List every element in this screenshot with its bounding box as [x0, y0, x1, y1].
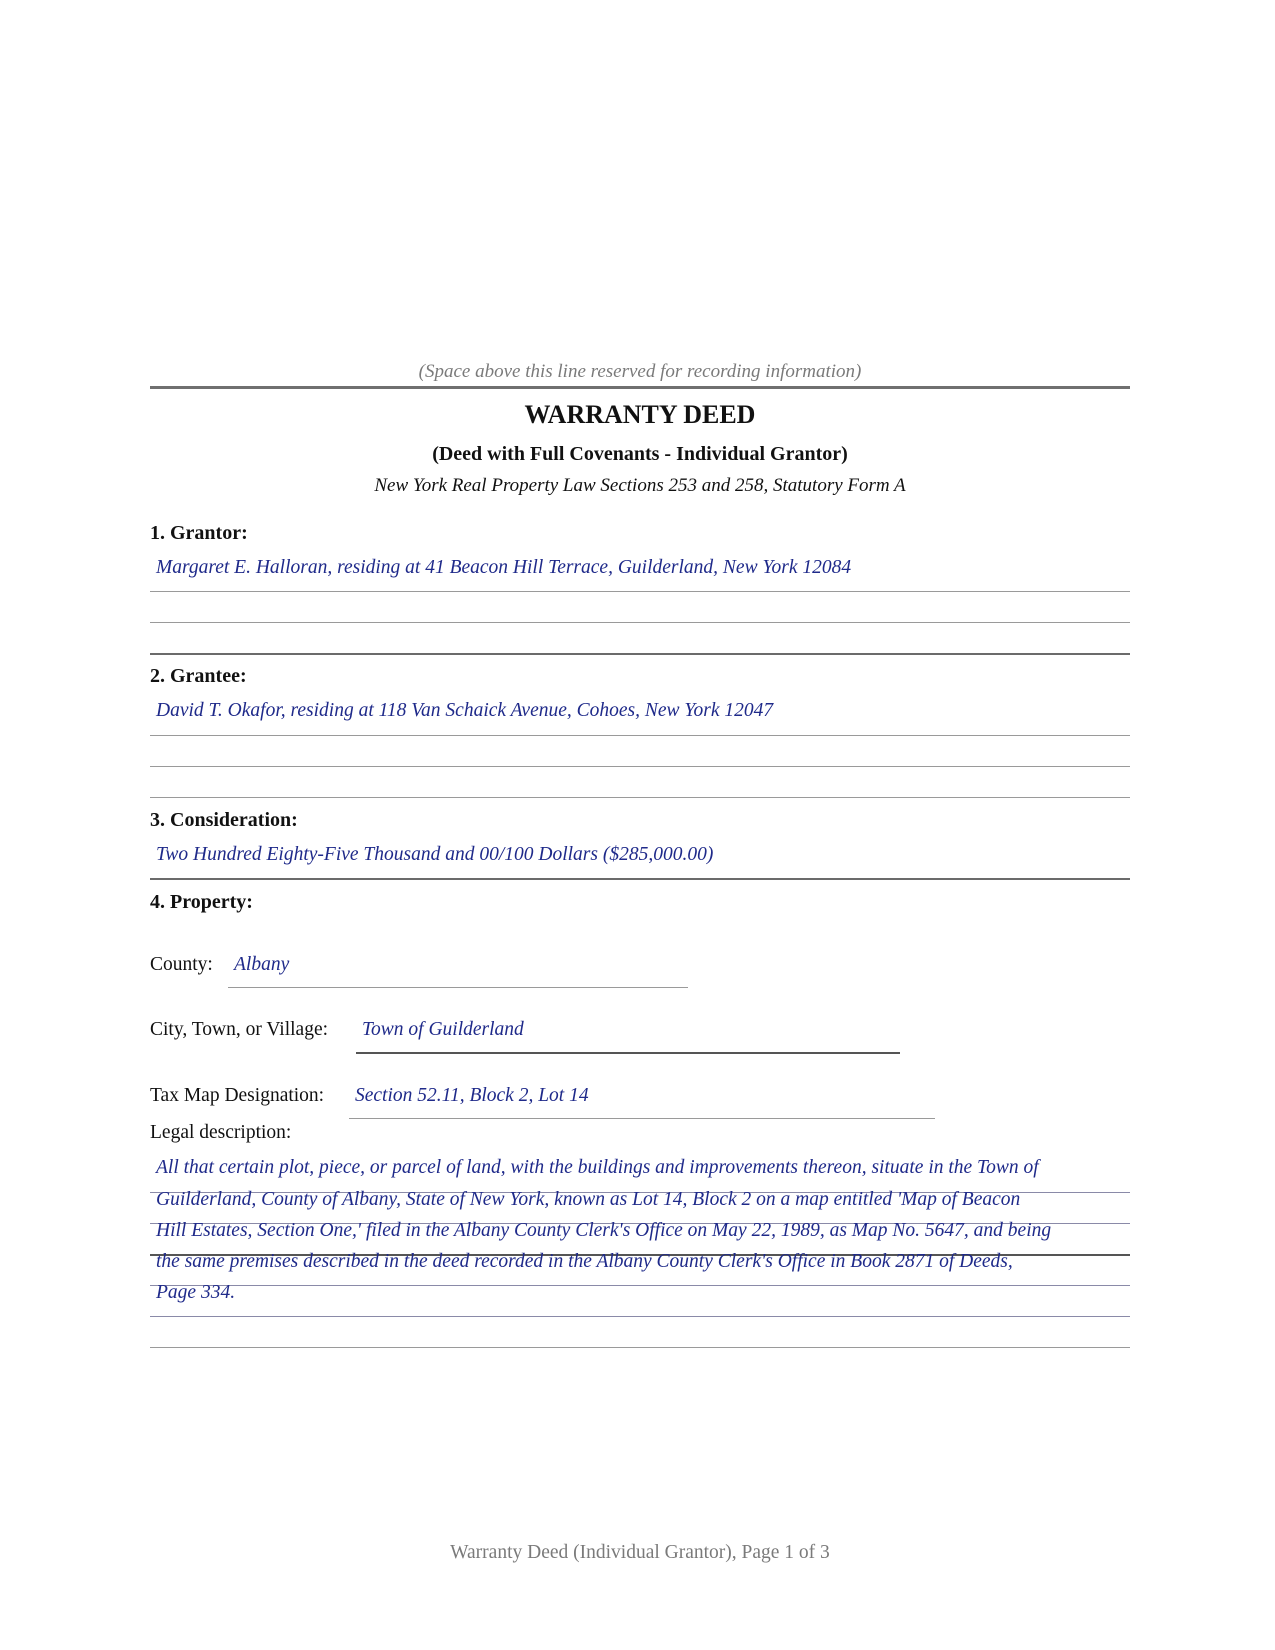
city-field[interactable]: Town of Guilderland [362, 1019, 524, 1040]
city-line [356, 1052, 900, 1054]
grantor-heading: 1. Grantor: [150, 522, 248, 544]
county-field[interactable]: Albany [234, 954, 290, 975]
statute-reference: New York Real Property Law Sections 253 and 258, Statutory Form A [374, 475, 906, 496]
taxmap-label: Tax Map Designation: [150, 1085, 325, 1106]
legal-description-line[interactable]: Hill Estates, Section One,' filed in the Albany County Clerk's Office on May 22, 1989, as Map No. 5647, and being [156, 1220, 1052, 1241]
legal-description-label: Legal description: [150, 1122, 292, 1143]
legal-description-line[interactable]: Page 334. [156, 1282, 236, 1303]
city-label: City, Town, or Village: [150, 1019, 329, 1040]
grantee-field[interactable]: David T. Okafor, residing at 118 Van Schaick Avenue, Cohoes, New York 12047 [156, 700, 774, 721]
document-title: WARRANTY DEED [524, 400, 756, 429]
property-heading: 4. Property: [150, 891, 253, 913]
consideration-line [150, 878, 1130, 880]
grantor-line-1 [150, 591, 1130, 592]
grantee-heading: 2. Grantee: [150, 665, 247, 687]
taxmap-line [349, 1118, 935, 1119]
recording-divider [150, 386, 1130, 389]
grantor-line-3 [150, 653, 1130, 655]
county-label: County: [150, 954, 213, 975]
legal-rule-5 [150, 1316, 1130, 1317]
legal-description-line[interactable]: the same premises described in the deed recorded in the Albany County Clerk's Office in Book 2871 of Deeds, [156, 1251, 1013, 1272]
taxmap-field[interactable]: Section 52.11, Block 2, Lot 14 [355, 1085, 589, 1106]
grantee-line-2 [150, 766, 1130, 767]
consideration-field[interactable]: Two Hundred Eighty-Five Thousand and 00/100 Dollars ($285,000.00) [156, 844, 714, 865]
grantee-line-1 [150, 735, 1130, 736]
grantee-line-3 [150, 797, 1130, 798]
county-line [228, 987, 688, 988]
document-subtitle: (Deed with Full Covenants - Individual Grantor) [432, 443, 848, 465]
grantor-field[interactable]: Margaret E. Halloran, residing at 41 Beacon Hill Terrace, Guilderland, New York 12084 [156, 557, 852, 578]
page-footer: Warranty Deed (Individual Grantor), Page 1 of 3 [450, 1542, 830, 1563]
legal-rule-4 [150, 1285, 1130, 1286]
grantor-line-2 [150, 622, 1130, 623]
consideration-heading: 3. Consideration: [150, 809, 298, 831]
legal-rule-6 [150, 1347, 1130, 1348]
legal-description-line[interactable]: Guilderland, County of Albany, State of New York, known as Lot 14, Block 2 on a map entitled 'Map of Beacon [156, 1189, 1021, 1210]
legal-description-line[interactable]: All that certain plot, piece, or parcel of land, with the buildings and improvements thereon, situate in the Town of [156, 1157, 1039, 1178]
recording-space-note: (Space above this line reserved for recording information) [418, 361, 862, 382]
